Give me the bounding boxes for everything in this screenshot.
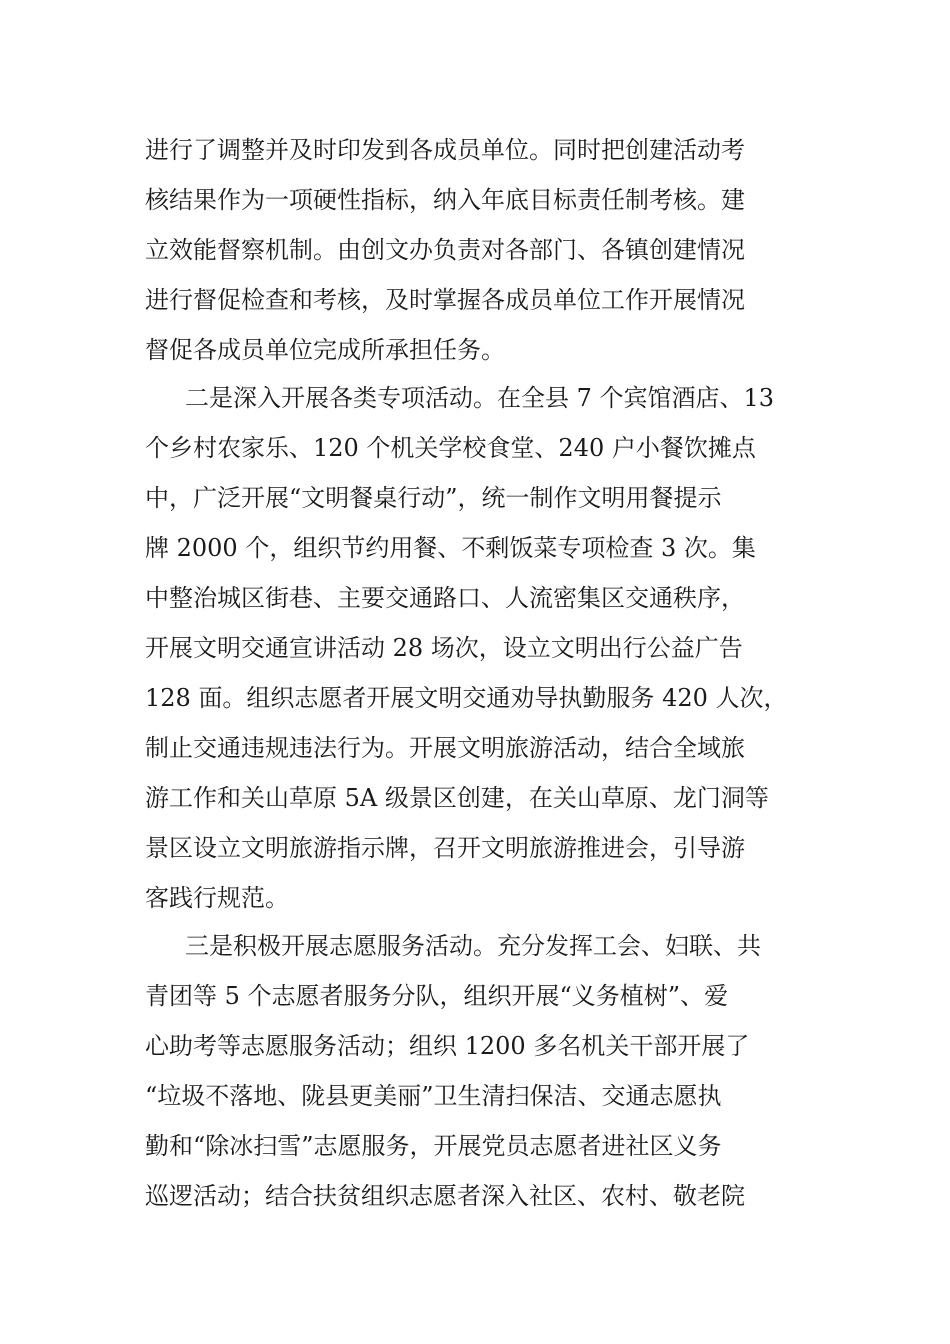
- text-line: 游工作和关山草原 5A 级景区创建，在关山草原、龙门洞等: [145, 784, 769, 812]
- text-line: 勤和“除冰扫雪”志愿服务，开展党员志愿者进社区义务: [145, 1132, 722, 1160]
- text-line: 制止交通违规违法行为。开展文明旅游活动，结合全域旅: [145, 734, 745, 762]
- text-line: 客践行规范。: [145, 884, 289, 912]
- text-line: 督促各成员单位完成所承担任务。: [145, 336, 505, 364]
- text-line: 个乡村农家乐、120 个机关学校食堂、240 户小餐饮摊点: [145, 434, 756, 462]
- text-line: 中，广泛开展“文明餐桌行动”，统一制作文明用餐提示: [145, 484, 722, 512]
- text-line: 景区设立文明旅游指示牌，召开文明旅游推进会，引导游: [145, 834, 745, 862]
- text-line: “垃圾不落地、陇县更美丽”卫生清扫保洁、交通志愿执: [145, 1082, 722, 1110]
- paragraph-start-line: 二是深入开展各类专项活动。在全县 7 个宾馆酒店、13: [185, 384, 775, 412]
- text-line: 中整治城区街巷、主要交通路口、人流密集区交通秩序，: [145, 584, 745, 612]
- text-line: 核结果作为一项硬性指标，纳入年底目标责任制考核。建: [145, 186, 745, 214]
- text-line: 立效能督察机制。由创文办负责对各部门、各镇创建情况: [145, 236, 745, 264]
- text-line: 128 面。组织志愿者开展文明交通劝导执勤服务 420 人次，: [145, 684, 788, 712]
- text-line: 进行督促检查和考核，及时掌握各成员单位工作开展情况: [145, 286, 745, 314]
- text-line: 心助考等志愿服务活动；组织 1200 多名机关干部开展了: [145, 1032, 750, 1060]
- paragraph-start-line: 三是积极开展志愿服务活动。充分发挥工会、妇联、共: [185, 932, 761, 960]
- text-line: 进行了调整并及时印发到各成员单位。同时把创建活动考: [145, 136, 745, 164]
- text-line: 巡逻活动；结合扶贫组织志愿者深入社区、农村、敬老院: [145, 1182, 745, 1210]
- text-line: 开展文明交通宣讲活动 28 场次，设立文明出行公益广告: [145, 634, 743, 662]
- text-line: 青团等 5 个志愿者服务分队，组织开展“义务植树”、爱: [145, 982, 729, 1010]
- text-line: 牌 2000 个，组织节约用餐、不剩饭菜专项检查 3 次。集: [145, 534, 756, 562]
